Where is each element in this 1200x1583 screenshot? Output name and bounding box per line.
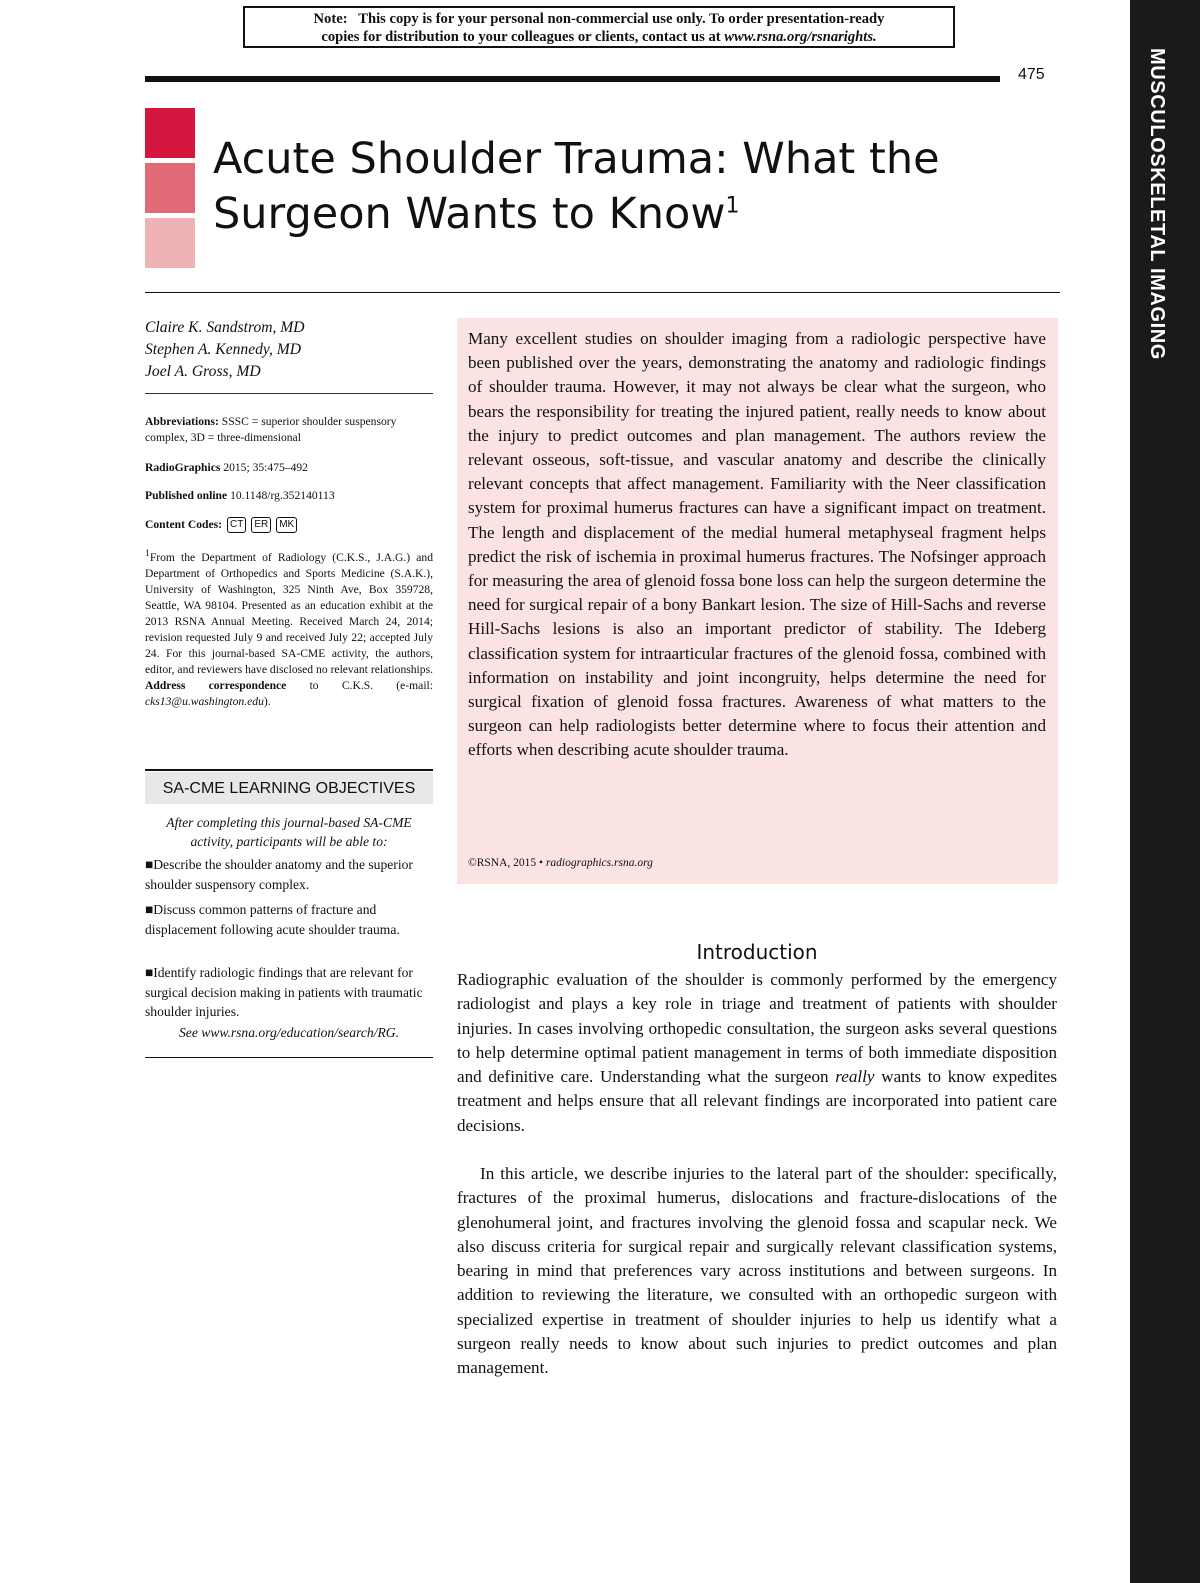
published-online [145, 488, 433, 504]
affiliation-text: From the Department of Radiology (C.K.S., J.A.G.) and Department of Orthopedics and Sports Medicine (S.A.K.), University of Washington, 325 Ninth Ave, Box 359728, Seattle, WA 98104. Presented as an education exhibit at the 2013 RSNA Annual Meeting. Received March 24, 2014; revision requested July 9 and received July 22; accepted July 24. For this journal-based SA-CME activity, the authors, editor, and reviewers have disclosed no relevant relationships. [145, 550, 433, 676]
objective-item [145, 900, 433, 939]
accent-block-dark [145, 108, 195, 158]
objective-item [145, 855, 433, 894]
published-label: Published online [145, 489, 228, 502]
abbreviations-label: Abbreviations: [145, 415, 219, 428]
address-tail: ). [263, 694, 271, 708]
copyright-note [243, 6, 955, 48]
paragraph-text: Radiographic evaluation of the shoulder is commonly performed by the emergency radiologist and plays a key role in triage and treatment of patients with shoulder injuries. In cases involving orthopedic consultation, the surgeon asks several questions to help determine optimal patient management in terms of both immediate disposition and definitive care. Understanding what the surgeon [457, 970, 1057, 1087]
objective-text: Describe the shoulder anatomy and the superior shoulder suspensory complex. [145, 857, 413, 892]
doi-link[interactable]: 10.1148/rg.352140113 [230, 489, 335, 502]
content-code-badge: MK [276, 517, 297, 533]
accent-block-light [145, 218, 195, 268]
note-line-2 [245, 28, 953, 46]
title-footnote-mark: 1 [725, 193, 740, 219]
objectives-rule-bottom [145, 1057, 433, 1058]
bullet-icon: ■ [145, 965, 154, 980]
section-label: MUSCULOSKELETAL IMAGING [1146, 48, 1168, 360]
author: Stephen A. Kennedy, MD [145, 341, 302, 358]
rights-link[interactable]: www.rsna.org/rsnarights. [724, 29, 877, 45]
title-text: Acute Shoulder Trauma: What the Surgeon Wants to Know [213, 134, 940, 239]
affiliation-footnote [145, 546, 433, 710]
objective-item [145, 963, 433, 1022]
author: Claire K. Sandstrom, MD [145, 319, 305, 336]
note-text-2: copies for distribution to your colleagues or clients, contact us at [321, 29, 721, 45]
author: Joel A. Gross, MD [145, 363, 261, 380]
address-label: Address correspondence [145, 678, 287, 692]
bullet-icon: ■ [145, 902, 154, 917]
note-label: Note: [313, 11, 348, 27]
abstract-copyright [468, 857, 653, 869]
journal-site-link[interactable]: radiographics.rsna.org [545, 857, 653, 869]
header-rule [145, 76, 1000, 82]
article-title [213, 132, 1113, 242]
paragraph-text: wants to know expedites treatment and helps ensure that all relevant findings are incorporated into patient care decisions. [457, 1067, 1057, 1135]
page-number: 475 [1018, 66, 1045, 83]
emphasis-text: really [835, 1067, 875, 1087]
author-list [145, 317, 305, 383]
address-text: to C.K.S. (e-mail: [309, 678, 433, 692]
citation-details: 2015; 35:475–492 [223, 461, 308, 474]
body-paragraph: In this article, we describe injuries to the lateral part of the shoulder: specifically, fractures of the proximal humerus, dislocations and fracture-dislocations of the glenohumeral joint, and fractures involving the glenoid fossa and scapular neck. We also discuss criteria for surgical repair and surgically relevant classification systems, bearing in mind that preferences vary across institutions and between surgeons. In addition to reviewing the literature, we consulted with an orthopedic surgeon with specialized expertise in treatment of shoulder injuries to help us identify what a surgeon really needs to know about such injuries to predict outcomes and plan management. [457, 1164, 1057, 1378]
content-code-badge: CT [227, 517, 246, 533]
note-line-1 [245, 10, 953, 28]
citation [145, 460, 433, 476]
body-paragraph [457, 968, 1057, 1138]
authors-rule [145, 393, 433, 394]
abbreviations-text: SSSC = superior shoulder suspensory complex, 3D = three-dimensional [145, 415, 397, 444]
content-code-badge: ER [251, 517, 271, 533]
content-codes [145, 517, 433, 533]
note-text-1: This copy is for your personal non-commercial use only. To order presentation-ready [358, 11, 885, 27]
abbreviations [145, 414, 433, 446]
education-link[interactable]: See www.rsna.org/education/search/RG. [179, 1025, 399, 1040]
affiliation-mark: 1 [145, 548, 150, 559]
bullet-icon: ■ [145, 857, 154, 872]
objectives-rule-top [145, 769, 433, 771]
objectives-header: SA-CME LEARNING OBJECTIVES [145, 772, 433, 804]
content-codes-label: Content Codes: [145, 518, 222, 531]
objectives-intro: After completing this journal-based SA-CME activity, participants will be able to: [166, 815, 412, 849]
accent-block-medium [145, 163, 195, 213]
email-link[interactable]: cks13@u.washington.edu [145, 694, 264, 708]
objective-text: Identify radiologic findings that are relevant for surgical decision making in patients with traumatic shoulder injuries. [145, 965, 423, 1019]
copyright-text: ©RSNA, 2015 • [468, 857, 544, 869]
journal-name: RadioGraphics [145, 461, 221, 474]
title-rule [145, 292, 1060, 293]
abstract-text: Many excellent studies on shoulder imaging from a radiologic perspective have been published over the years, demonstrating the anatomy and radiologic findings of shoulder trauma. However, it may not always be clear what the surgeon, who bears the responsibility for treating the injured patient, really needs to know about the injury to predict outcomes and plan management. The authors review the relevant osseous, soft-tissue, and vascular anatomy and describe the clinically relevant concepts that affect management. Familiarity with the Neer classification system for proximal humerus fractures can have a significant impact on treatment. The length and displacement of the medial humeral metaphyseal fragment helps predict the risk of ischemia in proximal humerus fractures. The Nofsinger approach for measuring the area of glenoid fossa bone loss can help the surgeon determine the need for surgical repair of a bony Bankart lesion. The size of Hill-Sachs and reverse Hill-Sachs lesions is also an important predictor of stability. The Ideberg classification system for intraarticular fractures of the glenoid fossa, combined with information on instability and joint incongruity, helps determine the need for surgical fixation of glenoid fossa fractures. Awareness of what matters to the surgeon can help radiologists better determine where to focus their attention and efforts when describing acute shoulder trauma. [468, 329, 1046, 760]
objective-text: Discuss common patterns of fracture and displacement following acute shoulder trauma. [145, 902, 400, 937]
introduction-heading: Introduction [696, 940, 818, 964]
